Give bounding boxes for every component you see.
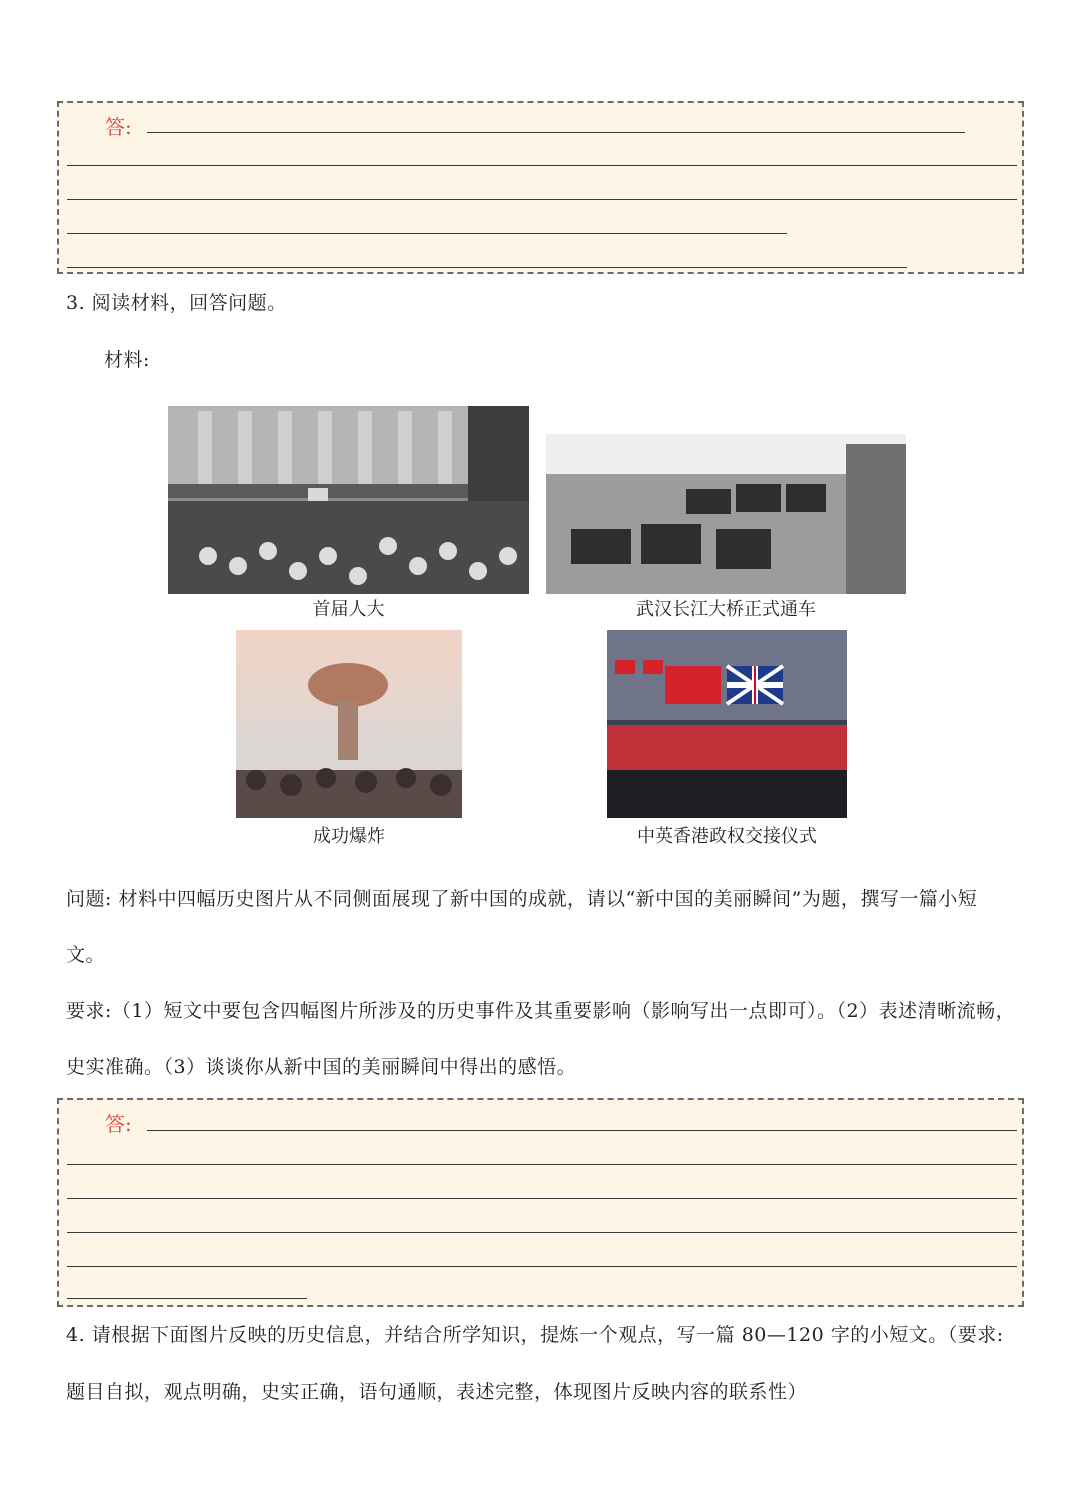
photo-first-npc xyxy=(168,406,529,594)
question-3-requirement-line2: 史实准确。（3）谈谈你从新中国的美丽瞬间中得出的感悟。 xyxy=(66,1056,577,1078)
answer-line xyxy=(67,1164,1017,1165)
question-3-requirement-line1: 要求:（1）短文中要包含四幅图片所涉及的历史事件及其重要影响（影响写出一点即可）。（2）表述清晰流畅， xyxy=(66,1000,1016,1022)
answer-label: 答: xyxy=(105,1112,132,1136)
answer-line xyxy=(67,199,1017,200)
answer-line xyxy=(67,233,787,234)
question-3-prompt-line2: 文。 xyxy=(66,944,106,966)
answer-box-1[interactable] xyxy=(57,101,1024,274)
photo-explosion xyxy=(236,630,462,818)
photo-caption: 武汉长江大桥正式通车 xyxy=(636,599,816,620)
material-label: 材料: xyxy=(104,349,150,371)
answer-line xyxy=(67,1232,1017,1233)
photo-hk-handover xyxy=(607,630,847,818)
answer-line xyxy=(67,165,1017,166)
answer-line xyxy=(147,132,965,133)
answer-line xyxy=(147,1130,1017,1131)
photo-wuhan-bridge xyxy=(546,434,906,594)
photo-caption: 首届人大 xyxy=(312,599,385,620)
answer-line xyxy=(67,267,907,268)
question-3-heading: 3. 阅读材料，回答问题。 xyxy=(66,292,287,314)
answer-line xyxy=(67,1266,1017,1267)
answer-label: 答: xyxy=(105,115,132,139)
photo-caption: 中英香港政权交接仪式 xyxy=(637,826,817,847)
question-4-line2: 题目自拟，观点明确，史实正确，语句通顺，表述完整，体现图片反映内容的联系性） xyxy=(66,1381,808,1403)
answer-line xyxy=(67,1198,1017,1199)
photo-caption: 成功爆炸 xyxy=(313,826,385,847)
answer-line xyxy=(67,1298,307,1299)
question-3-prompt-line1: 问题: 材料中四幅历史图片从不同侧面展现了新中国的成就，请以“新中国的美丽瞬间”为题，撰写一篇小短 xyxy=(66,888,978,910)
answer-box-2[interactable] xyxy=(57,1098,1024,1307)
question-4-line1: 4. 请根据下面图片反映的历史信息，并结合所学知识，提炼一个观点，写一篇 80—120 字的小短文。（要求: xyxy=(66,1324,1004,1346)
